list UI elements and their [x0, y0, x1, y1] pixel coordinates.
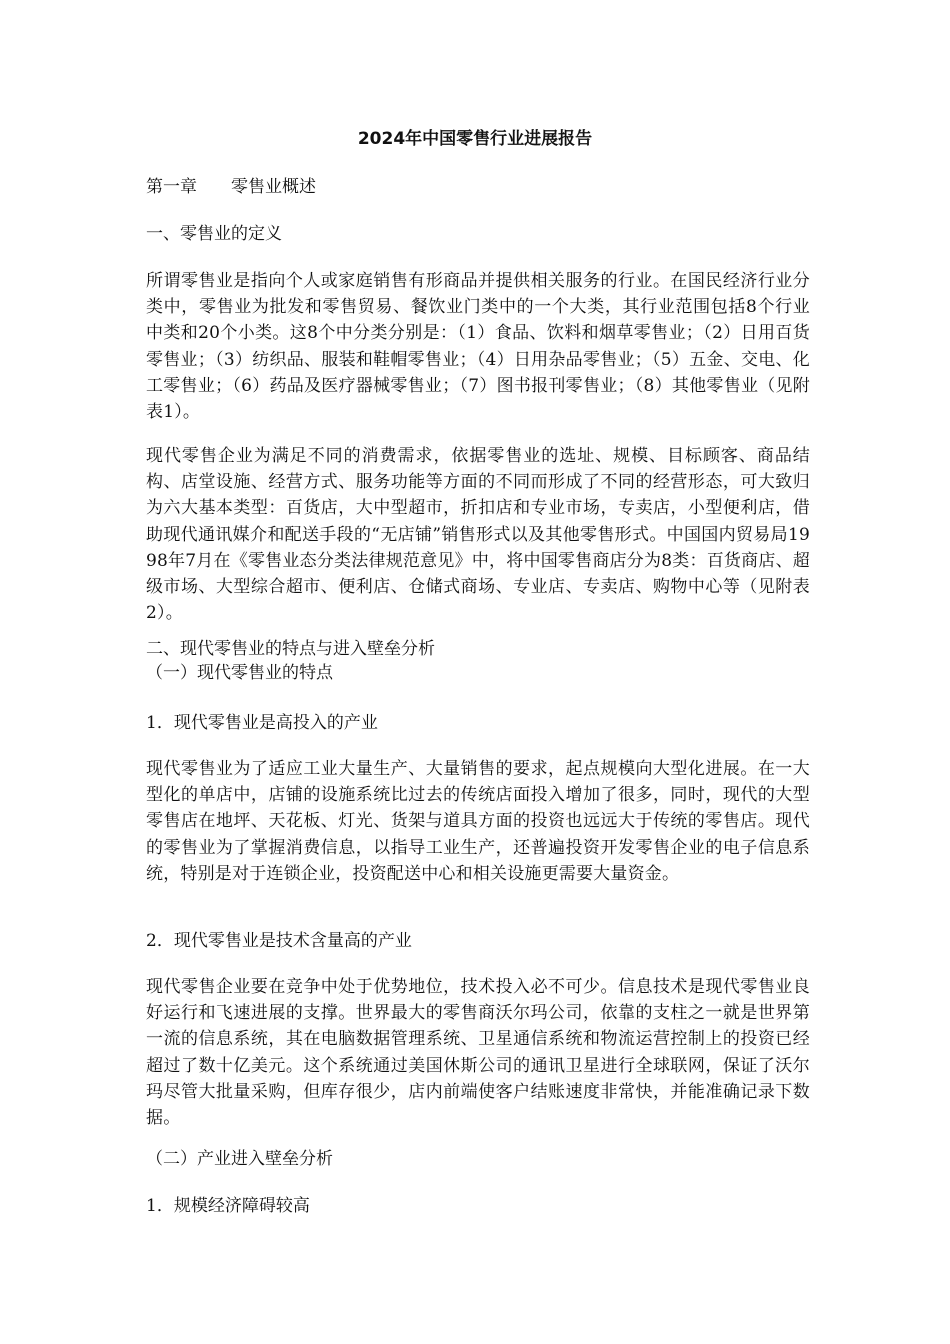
section-heading-definition: 一、零售业的定义	[146, 224, 282, 244]
section-heading-features-barriers: 二、现代零售业的特点与进入壁垒分析	[146, 639, 435, 659]
paragraph-retail-types: 现代零售企业为满足不同的消费需求，依据零售业的选址、规模、目标顾客、商品结构、店堂设施、经营方式、服务功能等方面的不同而形成了不同的经营形态，可大致归为六大基本类型：百货店，大中型超市，折扣店和专业市场，专卖店，小型便利店，借助现代通讯媒介和配送手段的“无店铺”销售形式以及其他零售形式。中国国内贸易局1998年7月在《零售业态分类法律规范意见》中，将中国零售商店分为8类：百货商店、超级市场、大型综合超市、便利店、仓储式商场、专业店、专卖店、购物中心等（见附表2）。	[146, 446, 810, 624]
document-title: 2024年中国零售行业进展报告	[357, 129, 593, 149]
chapter-heading: 第一章 零售业概述	[146, 177, 316, 197]
point-heading-high-investment: 1．现代零售业是高投入的产业	[146, 713, 378, 733]
point-heading-high-technology: 2．现代零售业是技术含量高的产业	[146, 931, 412, 951]
paragraph-high-technology: 现代零售企业要在竞争中处于优势地位，技术投入必不可少。信息技术是现代零售业良好运行和飞速进展的支撑。世界最大的零售商沃尔玛公司，依靠的支柱之一就是世界第一流的信息系统，其在电脑数据管理系统、卫星通信系统和物流运营控制上的投资已经超过了数十亿美元。这个系统通过美国休斯公司的通讯卫星进行全球联网，保证了沃尔玛尽管大批量采购，但库存很少，店内前端使客户结账速度非常快，并能准确记录下数据。	[146, 977, 810, 1129]
point-heading-scale-economy: 1．规模经济障碍较高	[146, 1196, 310, 1216]
subsection-heading-barriers: （二）产业进入壁垒分析	[146, 1149, 333, 1169]
subsection-heading-features: （一）现代零售业的特点	[146, 663, 333, 683]
paragraph-high-investment: 现代零售业为了适应工业大量生产、大量销售的要求，起点规模向大型化进展。在一大型化的单店中，店铺的设施系统比过去的传统店面投入增加了很多，同时，现代的大型零售店在地坪、天花板、灯光、货架与道具方面的投资也远远大于传统的零售店。现代的零售业为了掌握消费信息，以指导工业生产，还普遍投资开发零售企业的电子信息系统，特别是对于连锁企业，投资配送中心和相关设施更需要大量资金。	[146, 759, 810, 884]
paragraph-definition: 所谓零售业是指向个人或家庭销售有形商品并提供相关服务的行业。在国民经济行业分类中，零售业为批发和零售贸易、餐饮业门类中的一个大类，其行业范围包括8个行业中类和20个小类。这8个中分类分别是：（1）食品、饮料和烟草零售业；（2）日用百货零售业；（3）纺织品、服装和鞋帽零售业；（4）日用杂品零售业；（5）五金、交电、化工零售业；（6）药品及医疗器械零售业；（7）图书报刊零售业；（8）其他零售业（见附表1）。	[146, 271, 810, 423]
